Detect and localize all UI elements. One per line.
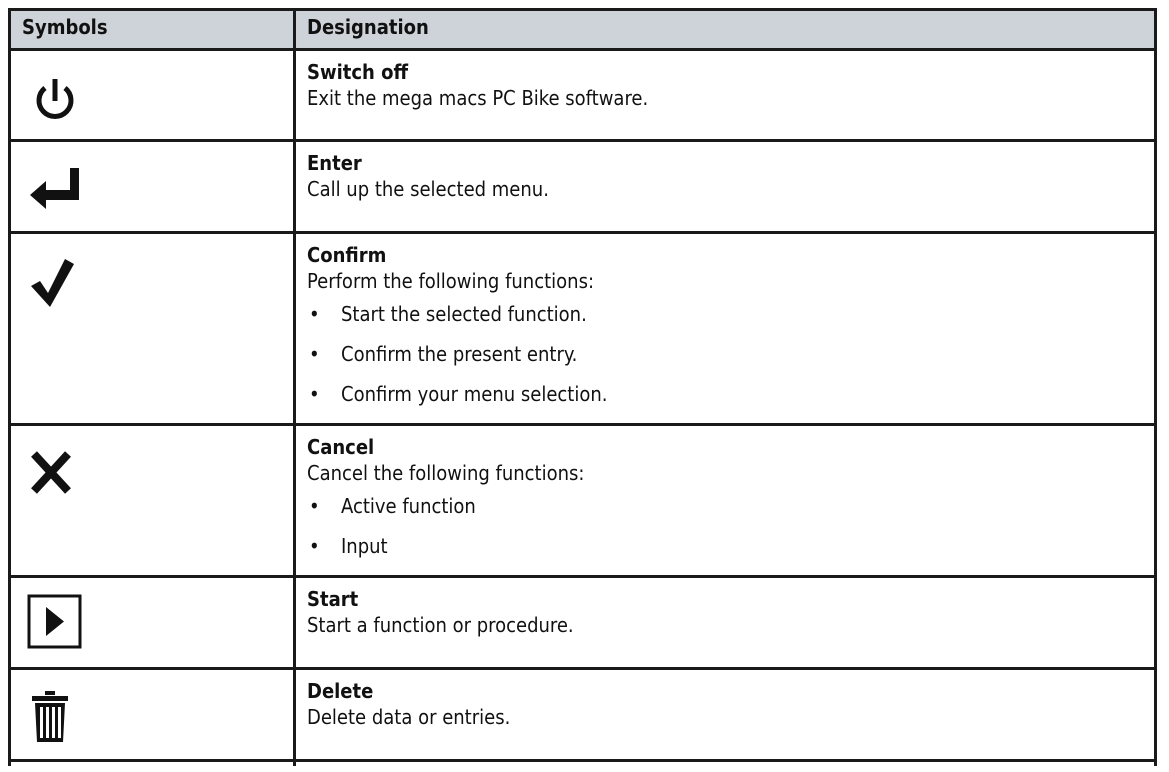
row-title: Enter bbox=[307, 151, 362, 175]
bullet: • bbox=[309, 382, 320, 406]
designation-cell bbox=[295, 141, 1156, 233]
table-row bbox=[10, 577, 1156, 669]
row-title: Delete bbox=[307, 679, 374, 703]
symbol-cell bbox=[10, 141, 295, 233]
table-row bbox=[10, 425, 1156, 577]
cancel-x-icon bbox=[27, 446, 83, 502]
designation-cell bbox=[295, 761, 1156, 767]
bullet-list bbox=[307, 492, 1154, 572]
designation-cell bbox=[295, 50, 1156, 141]
designation-cell bbox=[295, 577, 1156, 669]
symbol-cell bbox=[10, 669, 295, 761]
list-item: • Confirm your menu selection. bbox=[309, 382, 608, 406]
row-title: Switch off bbox=[307, 60, 409, 84]
play-box-icon bbox=[27, 594, 83, 650]
list-item: • Start the selected function. bbox=[309, 302, 587, 326]
symbol-cell bbox=[10, 233, 295, 425]
row-text: Start a function or procedure. bbox=[307, 613, 574, 637]
bullet-list bbox=[307, 300, 1154, 420]
row-text: Cancel the following functions: bbox=[307, 461, 585, 485]
checkmark-icon bbox=[27, 256, 83, 312]
table-row bbox=[10, 233, 1156, 425]
row-text: Call up the selected menu. bbox=[307, 177, 549, 201]
symbol-cell bbox=[10, 761, 295, 767]
table-row-partial bbox=[10, 761, 1156, 767]
power-icon bbox=[27, 71, 83, 127]
symbols-table bbox=[8, 8, 1157, 766]
trash-icon bbox=[31, 690, 87, 746]
symbol-cell bbox=[10, 577, 295, 669]
header-symbols: Symbols bbox=[10, 10, 295, 50]
table-row bbox=[10, 669, 1156, 761]
row-title: Confirm bbox=[307, 243, 387, 267]
designation-cell bbox=[295, 669, 1156, 761]
row-text: Exit the mega macs PC Bike software. bbox=[307, 86, 649, 110]
table-row bbox=[10, 141, 1156, 233]
enter-icon bbox=[27, 162, 83, 218]
row-title: Cancel bbox=[307, 435, 375, 459]
bullet: • bbox=[309, 494, 320, 518]
designation-cell bbox=[295, 425, 1156, 577]
list-item: • Input bbox=[309, 534, 388, 558]
bullet: • bbox=[309, 342, 320, 366]
header-designation: Designation bbox=[295, 10, 1156, 50]
table-row bbox=[10, 50, 1156, 141]
symbol-cell bbox=[10, 425, 295, 577]
symbol-cell bbox=[10, 50, 295, 141]
list-item: • Active function bbox=[309, 494, 476, 518]
bullet: • bbox=[309, 302, 320, 326]
designation-cell bbox=[295, 233, 1156, 425]
row-title: Start bbox=[307, 587, 359, 611]
bullet: • bbox=[309, 534, 320, 558]
table-header-row bbox=[10, 10, 1156, 50]
row-text: Perform the following functions: bbox=[307, 269, 595, 293]
list-item: • Confirm the present entry. bbox=[309, 342, 578, 366]
row-text: Delete data or entries. bbox=[307, 705, 511, 729]
